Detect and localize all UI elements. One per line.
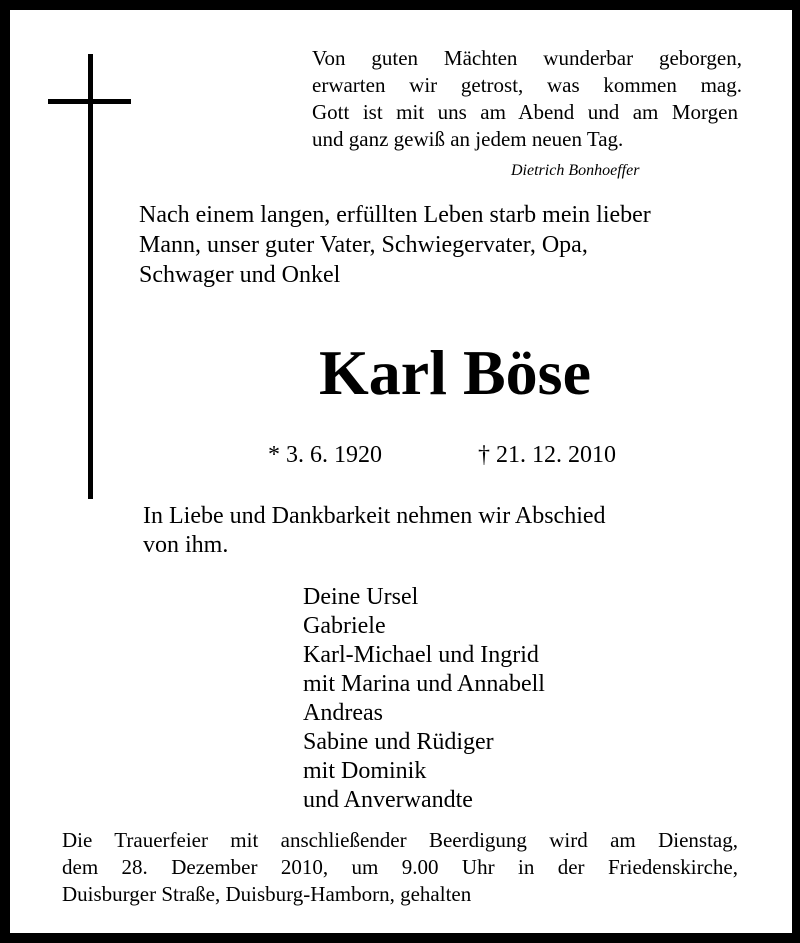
funeral-line: Die Trauerfeier mit anschließender Beerdigung wird am Dienstag,	[62, 828, 738, 852]
farewell-line: In Liebe und Dankbarkeit nehmen wir Abschied	[143, 503, 606, 529]
farewell-text	[143, 502, 606, 560]
mourner: Andreas	[303, 700, 383, 726]
intro-line: Schwager und Onkel	[139, 262, 341, 288]
birth-date: * 3. 6. 1920	[268, 442, 382, 468]
quote-line: und ganz gewiß an jedem neuen Tag.	[312, 127, 624, 151]
deceased-name: Karl Böse	[319, 337, 591, 408]
mourner: mit Marina und Annabell	[303, 671, 545, 697]
quote-line: Gott ist mit uns am Abend und am Morgen	[312, 100, 738, 124]
mourner: mit Dominik	[303, 758, 427, 784]
funeral-line: Duisburger Straße, Duisburg-Hamborn, gehalten	[62, 882, 472, 906]
cross-icon-bar	[48, 99, 131, 104]
quote-author: Dietrich Bonhoeffer	[511, 162, 640, 179]
death-date: † 21. 12. 2010	[478, 442, 616, 468]
mourners-list	[303, 583, 545, 815]
mourner: Karl-Michael und Ingrid	[303, 642, 539, 668]
quote-line: Von guten Mächten wunderbar geborgen,	[312, 46, 742, 70]
quote-line: erwarten wir getrost, was kommen mag.	[312, 73, 742, 97]
mourner: Deine Ursel	[303, 584, 419, 610]
intro-text	[139, 200, 651, 290]
funeral-line: dem 28. Dezember 2010, um 9.00 Uhr in der Friedenskirche,	[62, 855, 738, 879]
intro-line: Mann, unser guter Vater, Schwiegervater, Opa,	[139, 232, 588, 258]
cross-icon	[88, 54, 93, 499]
farewell-line: von ihm.	[143, 532, 229, 558]
intro-line: Nach einem langen, erfüllten Leben starb mein lieber	[139, 202, 651, 228]
mourner: und Anverwandte	[303, 787, 473, 813]
mourner: Sabine und Rüdiger	[303, 729, 494, 755]
mourner: Gabriele	[303, 613, 386, 639]
